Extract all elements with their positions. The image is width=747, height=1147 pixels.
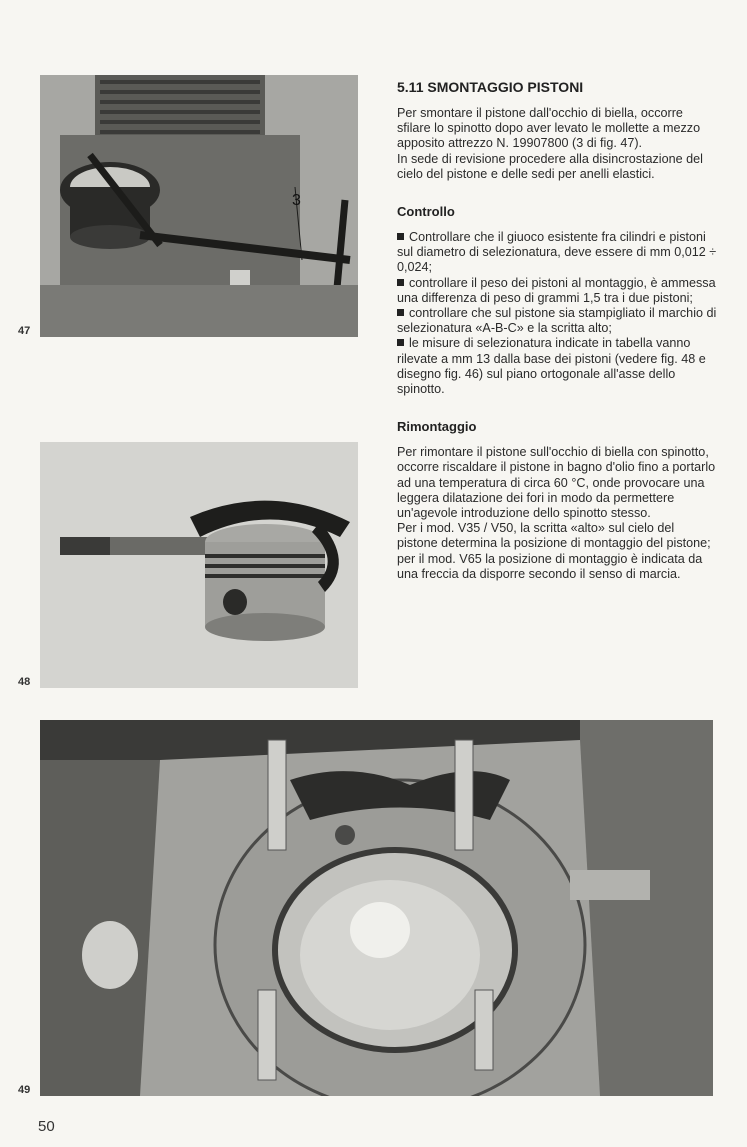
intro-paragraph-1: Per smontare il pistone dall'occhio di biella, occorre sfilare lo spinotto dopo aver levato le mollette a mezzo apposito attrezzo N. 19907800 (3 di fig. 47).: [397, 106, 701, 151]
bullet-icon: [397, 279, 404, 286]
figure-49-number: 49: [18, 1084, 31, 1096]
controllo-heading: Controllo: [397, 204, 455, 220]
bullet-icon: [397, 233, 404, 240]
controllo-item: controllare il peso dei pistoni al montaggio, è ammessa una differenza di peso di grammi 1,5 tra i due pistoni;: [397, 275, 716, 305]
text-column: [397, 78, 717, 582]
rimontaggio-paragraph-2: Per i mod. V35 / V50, la scritta «alto» sul cielo del pistone determina la posizione di montaggio del pistone; per il mod. V65 la posizione di montaggio è indicata da una freccia da disporre secondo il senso di marcia.: [397, 521, 711, 581]
controllo-item: le misure di selezionatura indicate in tabella vanno rilevate a mm 13 dalla base dei pistoni (vedere fig. 48 e disegno fig. 46) sul piano ortogonale all'asse dello spinotto.: [397, 336, 706, 397]
figure-47-number: 47: [18, 325, 31, 337]
controllo-item: controllare che sul pistone sia stampigliato il marchio di selezionatura «A-B-C» e la scritta alto;: [397, 306, 717, 336]
bullet-icon: [397, 339, 404, 346]
figure-48-number: 48: [18, 676, 31, 688]
bullet-icon: [397, 309, 404, 316]
intro-paragraph-2: In sede di revisione procedere alla disincrostazione del cielo del pistone e delle sedi per anelli elastici.: [397, 151, 703, 181]
figure-49-photo: [40, 720, 713, 1096]
rimontaggio-paragraph-1: Per rimontare il pistone sull'occhio di biella con spinotto, occorre riscaldare il pistone in bagno d'olio fino a portarlo ad una temperatura di circa 60 °C, onde provocare una leggera dilatazione dei fori in modo da permettere un'agevole introduzione dello spinotto stesso.: [397, 445, 716, 521]
rimontaggio-heading: Rimontaggio: [397, 419, 477, 435]
figure-47-callout: 3: [292, 192, 301, 209]
figure-48-photo: [40, 442, 358, 688]
section-title: 5.11 SMONTAGGIO PISTONI: [397, 79, 584, 95]
engine-piston-removal-illustration: [40, 75, 358, 337]
cylinder-head-gasket-illustration: [40, 720, 713, 1096]
piston-micrometer-illustration: [40, 442, 358, 688]
figure-47-photo: [40, 75, 358, 337]
controllo-item: Controllare che il giuoco esistente fra cilindri e pistoni sul diametro di selezionatura, deve essere di mm 0,012 ÷ 0,024;: [397, 230, 717, 275]
page-number: 50: [38, 1118, 55, 1135]
